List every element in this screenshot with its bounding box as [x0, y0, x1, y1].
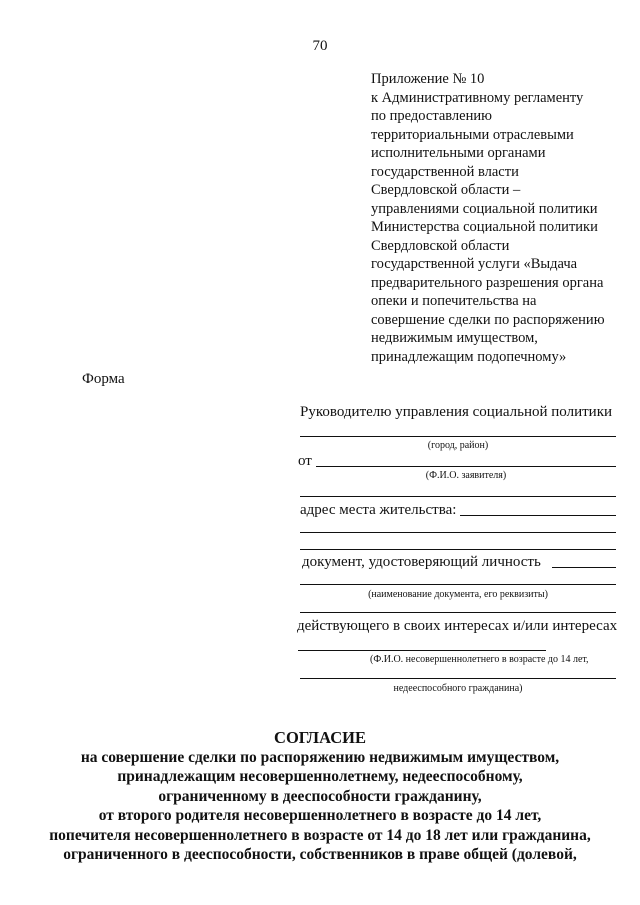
document-label: документ, удостоверяющий личность — [302, 554, 541, 570]
appendix-line: к Административному регламенту — [371, 89, 584, 106]
appendix-line: по предоставлению — [371, 108, 492, 124]
applicant-name-field-2[interactable] — [300, 496, 616, 497]
address-field-2[interactable] — [300, 532, 616, 533]
minor-name-field-2[interactable] — [300, 678, 616, 679]
appendix-line: государственной власти — [371, 163, 519, 180]
consent-heading: СОГЛАСИЕ — [274, 728, 366, 747]
minor-caption-1: (Ф.И.О. несовершеннолетнего в возрасте до 14 лет, — [370, 654, 589, 665]
minor-name-field[interactable] — [298, 650, 546, 651]
appendix-line: исполнительными органами — [371, 145, 546, 161]
acting-label: действующего в своих интересах и/или интересах — [297, 618, 618, 634]
appendix-line: принадлежащим подопечному» — [371, 348, 567, 365]
city-caption: (город, район) — [427, 440, 489, 451]
address-field-3[interactable] — [300, 549, 616, 550]
appendix-line: опеки и попечительства на — [371, 293, 537, 309]
appendix-line: предварительного разрешения органа — [371, 274, 604, 291]
address-label: адрес места жительства: — [300, 502, 457, 518]
applicant-name-caption: (Ф.И.О. заявителя) — [425, 470, 507, 481]
applicant-name-field[interactable] — [316, 466, 616, 467]
consent-title-line: ограниченному в дееспособности гражданину, — [158, 787, 482, 805]
minor-caption-2: недееспособного гражданина) — [393, 683, 523, 694]
appendix-line: совершение сделки по распоряжению — [371, 311, 605, 328]
appendix-line: недвижимым имуществом, — [371, 330, 538, 346]
appendix-line: государственной услуги «Выдача — [371, 256, 578, 272]
address-field[interactable] — [460, 515, 616, 516]
form-label: Форма — [82, 371, 125, 387]
appendix-line: управлениями социальной политики — [371, 200, 598, 217]
addressee-text: Руководителю управления социальной политики — [300, 404, 613, 420]
document-field[interactable] — [552, 567, 616, 568]
appendix-line: территориальными отраслевыми — [371, 126, 574, 143]
consent-title-line: от второго родителя несовершеннолетнего в возрасте до 14 лет, — [98, 807, 542, 824]
document-caption: (наименование документа, его реквизиты) — [368, 589, 548, 600]
document-field-2[interactable] — [300, 584, 616, 585]
from-label: от — [298, 453, 312, 469]
consent-title-line: принадлежащим несовершеннолетнему, недееспособному, — [117, 768, 523, 785]
document-field-3[interactable] — [300, 612, 616, 613]
consent-title-line: ограниченного в дееспособности, собственников в праве общей (долевой, — [63, 846, 577, 863]
appendix-line: Приложение № 10 — [371, 71, 485, 87]
page-number: 70 — [312, 38, 328, 54]
appendix-line: Свердловской области – — [371, 182, 521, 198]
appendix-line: Министерства социальной политики — [371, 219, 598, 235]
city-field[interactable] — [300, 436, 616, 437]
appendix-line: Свердловской области — [371, 237, 510, 254]
appendix-note — [371, 70, 631, 366]
consent-title-line: попечителя несовершеннолетнего в возрасте от 14 до 18 лет или гражданина, — [49, 826, 591, 844]
consent-title — [0, 728, 640, 865]
consent-title-line: на совершение сделки по распоряжению недвижимым имуществом, — [80, 748, 560, 766]
